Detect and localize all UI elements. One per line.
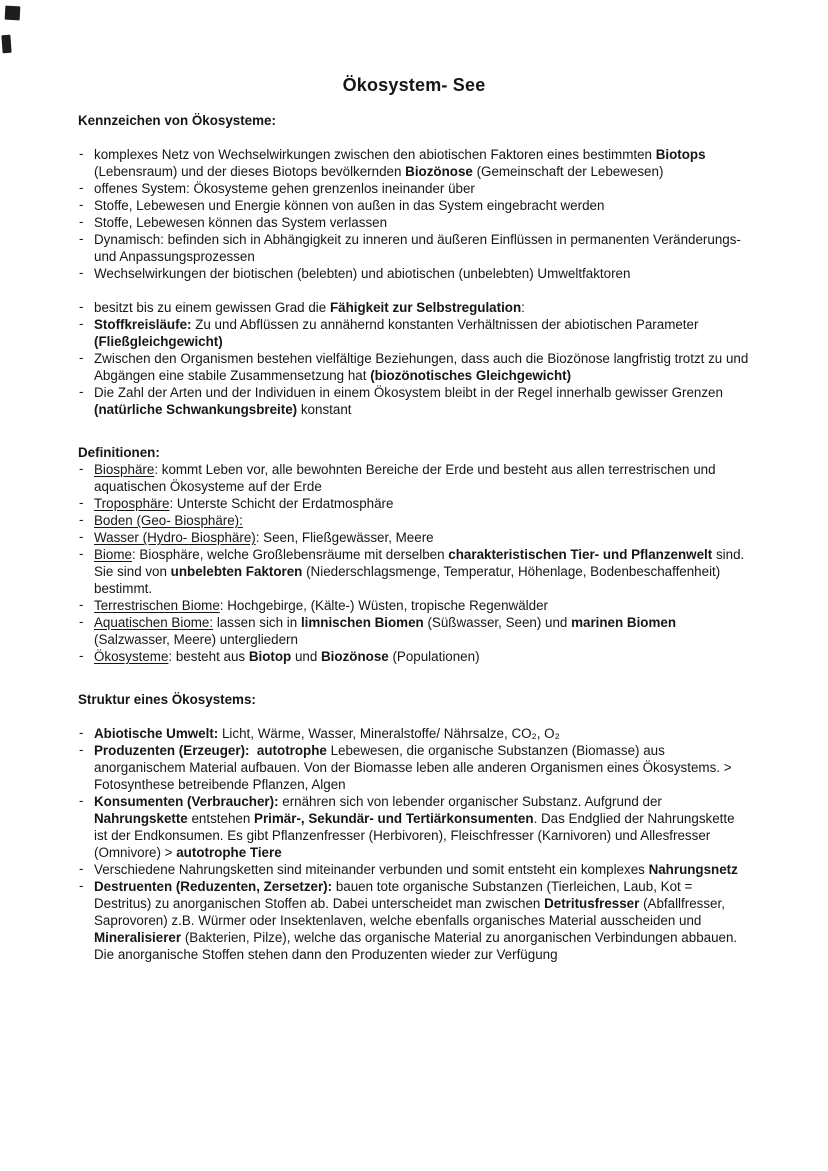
list-item-text: Die Zahl der Arten und der Individuen in einem Ökosystem bleibt in der Regel innerhalb gewisser Grenzen (natürliche Schwankungsbreite) konstant xyxy=(94,385,723,417)
list-item xyxy=(78,197,750,214)
list-item xyxy=(78,265,750,282)
list-item xyxy=(78,214,750,231)
section xyxy=(78,444,750,665)
section-heading: Kennzeichen von Ökosysteme: xyxy=(78,113,276,128)
list-item-text: Stoffe, Lebewesen und Energie können von außen in das System eingebracht werden xyxy=(94,198,605,213)
list-item-text: Verschiedene Nahrungsketten sind miteinander verbunden und somit entsteht ein komplexes Nahrungsnetz xyxy=(94,862,738,877)
list-item-text: Troposphäre: Unterste Schicht der Erdatmosphäre xyxy=(94,496,394,511)
list-item-text: Destruenten (Reduzenten, Zersetzer): bauen tote organische Substanzen (Tierleichen, Laub, Kot = Destritus) zu anorganischen Stoffen ab. Dabei unterscheidet man zwischen Detritusfresser (Abfallfresser, Saprovoren) z.B. Würmer oder Insektenlaven, welche ebenfalls organisches Material ausscheiden und Mineralisierer (Bakterien, Pilze), welche das organische Material zu anorganischen Verbindungen abbauen. Die anorganische Stoffen stehen dann den Produzenten wieder zur Verfügung xyxy=(94,879,738,962)
bullet-group xyxy=(78,725,750,963)
bullet-dash: - xyxy=(79,597,84,612)
list-item xyxy=(78,614,750,648)
list-item xyxy=(78,742,750,793)
bullet-dash: - xyxy=(79,231,84,246)
bullet-dash: - xyxy=(79,648,84,663)
bullet-dash: - xyxy=(79,614,84,629)
bullet-group xyxy=(78,461,750,665)
document-body xyxy=(78,112,750,963)
bullet-group xyxy=(78,146,750,282)
scan-artifact xyxy=(1,35,11,54)
list-item-text: Stoffe, Lebewesen können das System verlassen xyxy=(94,215,388,230)
list-item xyxy=(78,529,750,546)
list-item xyxy=(78,299,750,316)
bullet-dash: - xyxy=(79,265,84,280)
section xyxy=(78,112,750,418)
list-item-text: Produzenten (Erzeuger): autotrophe Lebewesen, die organische Substanzen (Biomasse) aus anorganischem Material aufbauen. Von der Biomasse leben alle anderen Organismen eines Ökosystems. > Fotosynthese betreibende Pflanzen, Algen xyxy=(94,743,732,792)
bullet-dash: - xyxy=(79,214,84,229)
list-item-text: Konsumenten (Verbraucher): ernähren sich von lebender organischer Substanz. Aufgrund der Nahrungskette entstehen Primär-, Sekundär- und Tertiärkonsumenten. Das Endglied der Nahrungskette ist der Endkonsumen. Es gibt Pflanzenfresser (Herbivoren), Fleischfresser (Karnivoren) und Allesfresser (Omnivore) > autotrophe Tiere xyxy=(94,794,735,860)
bullet-dash: - xyxy=(79,546,84,561)
page-title: Ökosystem- See xyxy=(342,75,486,95)
list-item-text: komplexes Netz von Wechselwirkungen zwischen den abiotischen Faktoren eines bestimmten Biotops (Lebensraum) und der dieses Biotops bevölkernden Biozönose (Gemeinschaft der Lebewesen) xyxy=(94,147,706,179)
section-heading: Struktur eines Ökosystems: xyxy=(78,692,256,707)
section-heading: Definitionen: xyxy=(78,445,160,460)
bullet-dash: - xyxy=(79,878,84,893)
bullet-dash: - xyxy=(79,350,84,365)
list-item xyxy=(78,597,750,614)
list-item xyxy=(78,793,750,861)
bullet-group xyxy=(78,299,750,418)
list-item xyxy=(78,546,750,597)
bullet-dash: - xyxy=(79,495,84,510)
bullet-dash: - xyxy=(79,180,84,195)
bullet-dash: - xyxy=(79,793,84,808)
bullet-dash: - xyxy=(79,742,84,757)
list-item xyxy=(78,861,750,878)
list-item xyxy=(78,146,750,180)
list-item xyxy=(78,495,750,512)
section xyxy=(78,691,750,963)
list-item-text: Dynamisch: befinden sich in Abhängigkeit zu inneren und äußeren Einflüssen in permanenten Veränderungs- und Anpassungsprozessen xyxy=(94,232,741,264)
list-item xyxy=(78,878,750,963)
list-item xyxy=(78,316,750,350)
bullet-dash: - xyxy=(79,512,84,527)
bullet-dash: - xyxy=(79,529,84,544)
list-item-text: offenes System: Ökosysteme gehen grenzenlos ineinander über xyxy=(94,181,475,196)
bullet-dash: - xyxy=(79,197,84,212)
list-item-text: Aquatischen Biome: lassen sich in limnischen Biomen (Süßwasser, Seen) und marinen Biomen (Salzwasser, Meere) untergliedern xyxy=(94,615,677,647)
list-item xyxy=(78,231,750,265)
list-item-text: Terrestrischen Biome: Hochgebirge, (Kälte-) Wüsten, tropische Regenwälder xyxy=(94,598,548,613)
list-item-text: Ökosysteme: besteht aus Biotop und Biozönose (Populationen) xyxy=(94,649,480,664)
list-item-text: Wasser (Hydro- Biosphäre): Seen, Fließgewässer, Meere xyxy=(94,530,434,545)
scan-artifact xyxy=(5,6,21,21)
list-item xyxy=(78,725,750,742)
list-item-text: Boden (Geo- Biosphäre): xyxy=(94,513,243,528)
bullet-dash: - xyxy=(79,861,84,876)
list-item xyxy=(78,648,750,665)
list-item-text: Stoffkreisläufe: Zu und Abflüssen zu annähernd konstanten Verhältnissen der abiotischen Parameter (Fließgleichgewicht) xyxy=(94,317,699,349)
list-item-text: besitzt bis zu einem gewissen Grad die Fähigkeit zur Selbstregulation: xyxy=(94,300,525,315)
list-item-text: Biome: Biosphäre, welche Großlebensräume mit derselben charakteristischen Tier- und Pflanzenwelt sind. Sie sind von unbelebten Faktoren (Niederschlagsmenge, Temperatur, Höhenlage, Bodenbeschaffenheit) bestimmt. xyxy=(94,547,745,596)
bullet-dash: - xyxy=(79,384,84,399)
list-item xyxy=(78,180,750,197)
bullet-dash: - xyxy=(79,316,84,331)
list-item xyxy=(78,350,750,384)
list-item xyxy=(78,384,750,418)
bullet-dash: - xyxy=(79,461,84,476)
list-item-text: Abiotische Umwelt: Licht, Wärme, Wasser, Mineralstoffe/ Nährsalze, CO₂, O₂ xyxy=(94,726,560,741)
list-item-text: Zwischen den Organismen bestehen vielfältige Beziehungen, dass auch die Biozönose langfristig trotzt zu und Abgängen eine stabile Zusammensetzung hat (biozönotisches Gleichgewicht) xyxy=(94,351,749,383)
list-item xyxy=(78,512,750,529)
list-item-text: Wechselwirkungen der biotischen (belebten) und abiotischen (unbelebten) Umweltfaktoren xyxy=(94,266,631,281)
list-item-text: Biosphäre: kommt Leben vor, alle bewohnten Bereiche der Erde und besteht aus allen terrestrischen und aquatischen Ökosysteme auf der Erde xyxy=(94,462,716,494)
bullet-dash: - xyxy=(79,299,84,314)
list-item xyxy=(78,461,750,495)
bullet-dash: - xyxy=(79,146,84,161)
bullet-dash: - xyxy=(79,725,84,740)
